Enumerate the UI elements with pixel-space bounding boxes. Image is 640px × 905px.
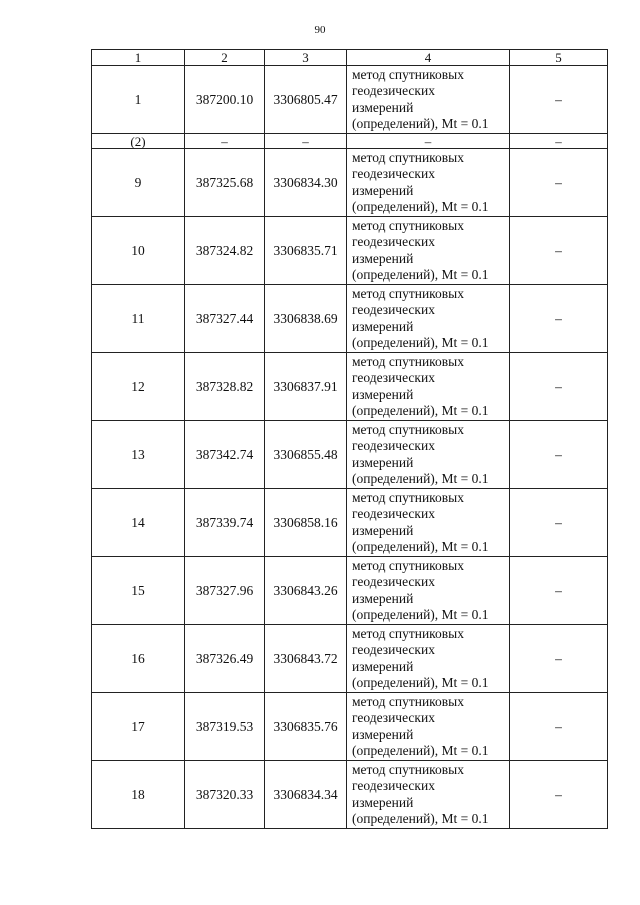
method-cell [347,353,510,421]
method-line: измерений [352,590,414,606]
y-coordinate-cell: 3306835.76 [265,693,347,761]
table-row [92,693,608,761]
method-line: (определений), Mt = 0.1 [352,199,489,214]
method-line: геодезических [352,166,435,181]
description-cell: – [510,285,608,353]
point-number-cell: 15 [92,557,185,625]
method-line: измерений [352,454,414,470]
method-line: метод спутниковых [352,217,464,233]
page-number: 90 [314,24,326,36]
y-coordinate-cell: 3306837.91 [265,353,347,421]
method-line: метод спутниковых [352,66,464,82]
point-number-cell: 14 [92,489,185,557]
x-coordinate-cell: 387325.68 [185,149,265,217]
method-cell [347,761,510,829]
method-cell [347,557,510,625]
method-line: метод спутниковых [352,353,464,369]
method-line: (определений), Mt = 0.1 [352,675,489,690]
description-cell: – [510,353,608,421]
method-line: метод спутниковых [352,285,464,301]
method-line: (определений), Mt = 0.1 [352,743,489,758]
description-cell: – [510,489,608,557]
method-line: геодезических [352,438,435,453]
x-coordinate-cell: 387200.10 [185,66,265,134]
point-number-cell: 10 [92,217,185,285]
table-row [92,353,608,421]
method-line: геодезических [352,370,435,385]
point-number-cell: 11 [92,285,185,353]
separator-cell: – [185,134,265,149]
method-line: измерений [352,794,414,810]
x-coordinate-cell: 387324.82 [185,217,265,285]
method-line: (определений), Mt = 0.1 [352,267,489,282]
table-row [92,421,608,489]
method-line: измерений [352,182,414,198]
description-cell: – [510,66,608,134]
method-line: (определений), Mt = 0.1 [352,539,489,554]
method-line: (определений), Mt = 0.1 [352,607,489,622]
description-cell: – [510,149,608,217]
method-line: метод спутниковых [352,149,464,165]
method-line: геодезических [352,710,435,725]
table-row [92,285,608,353]
description-cell: – [510,693,608,761]
table-row [92,149,608,217]
y-coordinate-cell: 3306843.72 [265,625,347,693]
y-coordinate-cell: 3306838.69 [265,285,347,353]
separator-cell: – [347,134,510,149]
method-line: (определений), Mt = 0.1 [352,811,489,826]
method-line: метод спутниковых [352,489,464,505]
separator-cell: – [510,134,608,149]
point-number-cell: 12 [92,353,185,421]
method-line: геодезических [352,506,435,521]
method-line: метод спутниковых [352,761,464,777]
method-line: (определений), Mt = 0.1 [352,403,489,418]
description-cell: – [510,421,608,489]
column-header: 5 [510,50,608,66]
description-cell: – [510,217,608,285]
point-number-cell: 13 [92,421,185,489]
table-row [92,625,608,693]
point-number-cell: 1 [92,66,185,134]
method-line: (определений), Mt = 0.1 [352,116,489,131]
description-cell: – [510,761,608,829]
method-cell [347,421,510,489]
method-line: геодезических [352,642,435,657]
x-coordinate-cell: 387328.82 [185,353,265,421]
separator-cell: – [265,134,347,149]
y-coordinate-cell: 3306843.26 [265,557,347,625]
method-cell [347,693,510,761]
method-line: геодезических [352,302,435,317]
x-coordinate-cell: 387320.33 [185,761,265,829]
method-line: метод спутниковых [352,693,464,709]
x-coordinate-cell: 387319.53 [185,693,265,761]
method-line: измерений [352,522,414,538]
method-line: геодезических [352,83,435,98]
method-line: геодезических [352,574,435,589]
point-number-cell: 17 [92,693,185,761]
point-number-cell: 9 [92,149,185,217]
method-line: (определений), Mt = 0.1 [352,471,489,486]
x-coordinate-cell: 387326.49 [185,625,265,693]
method-line: (определений), Mt = 0.1 [352,335,489,350]
column-header: 3 [265,50,347,66]
method-line: измерений [352,250,414,266]
point-number-cell: 18 [92,761,185,829]
method-cell [347,285,510,353]
y-coordinate-cell: 3306834.30 [265,149,347,217]
y-coordinate-cell: 3306835.71 [265,217,347,285]
x-coordinate-cell: 387327.44 [185,285,265,353]
method-line: измерений [352,658,414,674]
method-line: геодезических [352,234,435,249]
method-line: измерений [352,99,414,115]
method-line: метод спутниковых [352,625,464,641]
table-row [92,489,608,557]
separator-row [92,134,608,149]
column-header: 2 [185,50,265,66]
method-line: измерений [352,726,414,742]
table-row [92,557,608,625]
table-row [92,761,608,829]
x-coordinate-cell: 387327.96 [185,557,265,625]
method-line: метод спутниковых [352,557,464,573]
x-coordinate-cell: 387342.74 [185,421,265,489]
method-line: метод спутниковых [352,421,464,437]
y-coordinate-cell: 3306805.47 [265,66,347,134]
method-line: геодезических [352,778,435,793]
y-coordinate-cell: 3306858.16 [265,489,347,557]
table-row [92,217,608,285]
point-number-cell: 16 [92,625,185,693]
column-header: 1 [92,50,185,66]
method-cell [347,217,510,285]
method-cell [347,625,510,693]
y-coordinate-cell: 3306855.48 [265,421,347,489]
y-coordinate-cell: 3306834.34 [265,761,347,829]
description-cell: – [510,557,608,625]
separator-cell: (2) [92,134,185,149]
method-cell [347,66,510,134]
method-line: измерений [352,386,414,402]
header-row [92,50,608,66]
coordinates-table [91,49,608,829]
x-coordinate-cell: 387339.74 [185,489,265,557]
column-header: 4 [347,50,510,66]
table-row [92,66,608,134]
method-cell [347,489,510,557]
method-line: измерений [352,318,414,334]
description-cell: – [510,625,608,693]
method-cell [347,149,510,217]
